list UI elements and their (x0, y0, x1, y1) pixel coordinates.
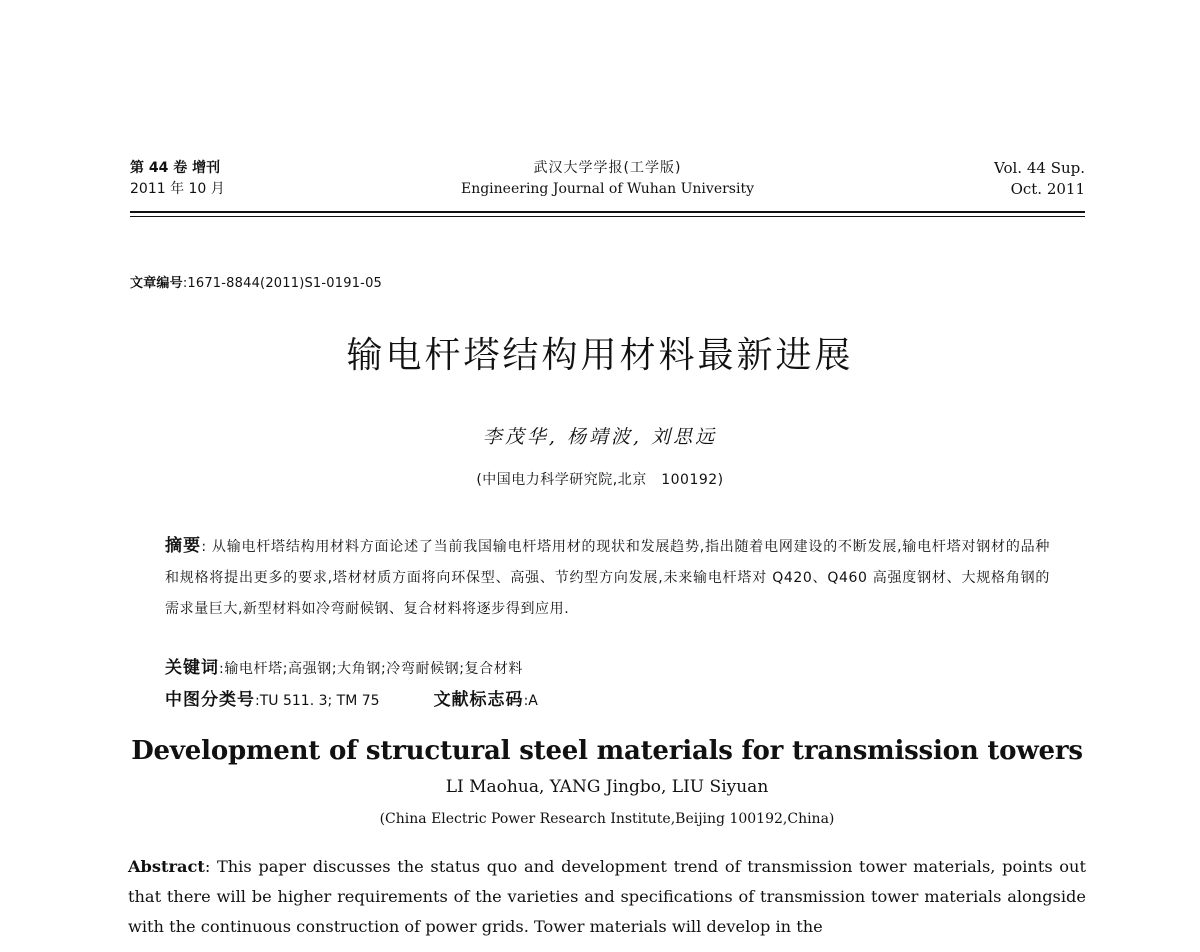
abstract-en-label: Abstract (128, 857, 205, 876)
header-volume-en: Vol. 44 Sup. (994, 159, 1085, 177)
abstract-cn (165, 531, 1050, 625)
journal-name-en: Engineering Journal of Wuhan University (460, 181, 754, 197)
document-code-label: 文献标志码 (433, 690, 524, 710)
header-volume-info-en (994, 158, 1085, 200)
authors-cn: 李茂华, 杨靖波, 刘思远 (482, 426, 718, 448)
classification (165, 686, 1050, 715)
keywords-cn-text: :输电杆塔;高强钢;大角钢;冷弯耐候钢;复合材料 (219, 661, 523, 677)
classification-label: 中图分类号 (165, 690, 255, 710)
running-header (130, 158, 1085, 204)
header-date-cn: 2011 年 10 月 (130, 181, 225, 197)
keywords-cn-label: 关键词 (165, 658, 219, 678)
header-date-en: Oct. 2011 (1010, 180, 1085, 198)
header-journal (130, 158, 1085, 200)
abstract-en-text: : This paper discusses the status quo and development trend of transmission tower materials, points out that there will be higher requirements of the varieties and specifications of transmission tower materials alongside with the continuous construction of power grids. Tower materials will develop in the (128, 857, 1086, 936)
article-number-value: :1671-8844(2011)S1-0191-05 (182, 276, 383, 291)
authors-en: LI Maohua, YANG Jingbo, LIU Siyuan (445, 777, 769, 797)
title-cn: 输电杆塔结构用材料最新进展 (346, 335, 854, 376)
classification-value: :TU 511. 3; TM 75 (255, 693, 380, 709)
affiliation-cn: (中国电力科学研究院,北京 100192) (476, 472, 724, 488)
abstract-cn-text: : 从输电杆塔结构用材料方面论述了当前我国输电杆塔用材的现状和发展趋势,指出随着电网建设的不断发展,输电杆塔对钢材的品种和规格将提出更多的要求,塔材材质方面将向环保型、高强、节约型方向发展,未来输电杆塔对 Q420、Q460 高强度钢材、大规格角钢的需求量巨大,新型材料如冷弯耐候钢、复合材料将逐步得到应用. (165, 539, 1050, 617)
header-rule-thick (130, 211, 1085, 213)
article-number-label: 文章编号 (130, 276, 183, 291)
title-en: Development of structural steel materials for transmission towers (131, 736, 1083, 766)
header-rule-thin (130, 216, 1085, 217)
keywords-cn (165, 654, 1050, 683)
abstract-en (128, 852, 1086, 942)
journal-name-cn: 武汉大学学报(工学版) (533, 160, 682, 176)
document-code-value: :A (523, 693, 538, 709)
affiliation-en: (China Electric Power Research Institute,Beijing 100192,China) (379, 811, 835, 827)
abstract-cn-label: 摘要 (165, 536, 202, 556)
header-volume: 第 44 卷 增刊 (130, 160, 221, 176)
article-number (130, 272, 382, 291)
